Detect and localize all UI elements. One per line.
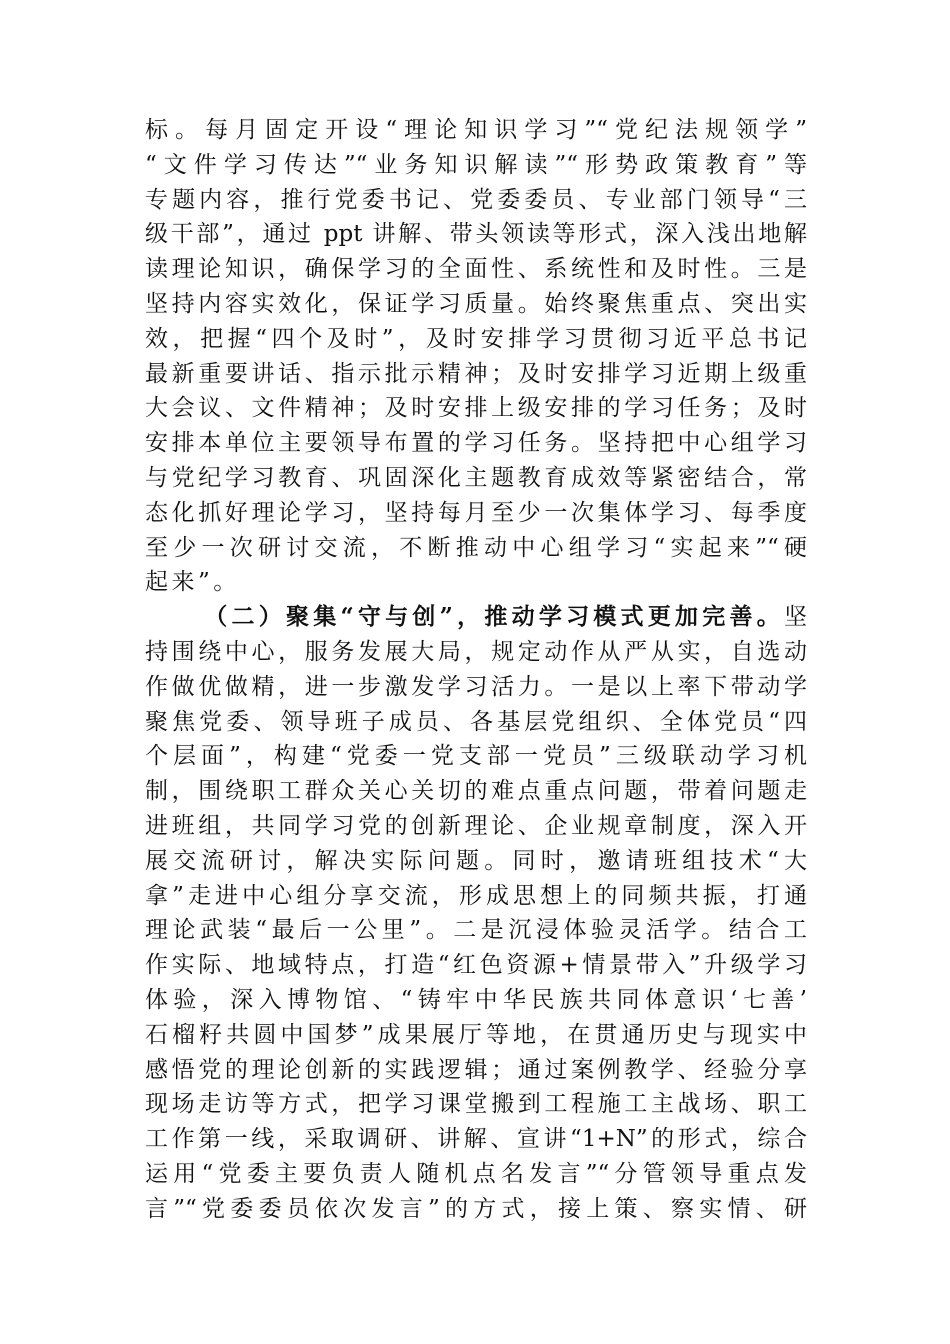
- text-line: 大会议、文件精神；及时安排上级安排的学习任务；及时: [145, 395, 807, 422]
- text-line: 作做优做精，进一步激发学习活力。一是以上率下带动学: [145, 673, 807, 700]
- text-line: 运用“党委主要负责人随机点名发言”“分管领导重点发: [145, 1160, 807, 1187]
- text-line: 聚焦党委、领导班子成员、各基层党组织、全体党员“四: [145, 708, 807, 735]
- text-line: 效，把握“四个及时”，及时安排学习贯彻习近平总书记: [145, 325, 807, 352]
- text-line: 级干部”，通过 ppt 讲解、带头领读等形式，深入浅出地解: [145, 221, 807, 248]
- text-line: 专题内容，推行党委书记、党委委员、专业部门领导“三: [145, 186, 807, 213]
- text-line: 石榴籽共圆中国梦”成果展厅等地，在贯通历史与现实中: [145, 1021, 807, 1048]
- text-line: 制，围绕职工群众关心关切的难点重点问题，带着问题走: [145, 778, 807, 805]
- text-line: 与党纪学习教育、巩固深化主题教育成效等紧密结合，常: [145, 464, 807, 491]
- text-line: 安排本单位主要领导布置的学习任务。坚持把中心组学习: [145, 430, 807, 457]
- paragraph-end-line: 起来”。: [145, 569, 240, 596]
- text-line: 坚持内容实效化，保证学习质量。始终聚焦重点、突出实: [145, 290, 807, 317]
- text-line: “文件学习传达”“业务知识解读”“形势政策教育”等: [145, 151, 807, 178]
- text-line: 至少一次研讨交流，不断推动中心组学习“实起来”“硬: [145, 534, 807, 561]
- text-line: 言”“党委委员依次发言”的方式，接上策、察实情、研: [145, 1195, 807, 1222]
- text-line: 态化抓好理论学习，坚持每月至少一次集体学习、每季度: [145, 499, 807, 526]
- text-line: 现场走访等方式，把学习课堂搬到工程施工主战场、职工: [145, 1091, 807, 1118]
- text-line: 展交流研讨，解决实际问题。同时，邀请班组技术“大: [145, 847, 807, 874]
- text-line: 最新重要讲话、指示批示精神；及时安排学习近期上级重: [145, 360, 807, 387]
- text-line: 标。每月固定开设“理论知识学习”“党纪法规领学”: [145, 117, 807, 143]
- text-line: 感悟党的理论创新的实践逻辑；通过案例教学、经验分享: [145, 1056, 807, 1083]
- text-line: 拿”走进中心组分享交流，形成思想上的同频共振，打通: [145, 882, 807, 909]
- text-line: 理论武装“最后一公里”。二是沉浸体验灵活学。结合工: [145, 917, 807, 944]
- document-page: [145, 113, 807, 1227]
- text-line: 进班组，共同学习党的创新理论、企业规章制度，深入开: [145, 812, 807, 839]
- text-line: 体验，深入博物馆、“铸牢中华民族共同体意识‘七善’: [145, 986, 807, 1013]
- text-line: 持围绕中心，服务发展大局，规定动作从严从实，自选动: [145, 638, 807, 665]
- text-line: 作实际、地域特点，打造“红色资源+情景带入”升级学习: [145, 952, 807, 979]
- section-heading-line: [145, 600, 807, 635]
- text-line: 工作第一线，采取调研、讲解、宣讲“1+N”的形式，综合: [145, 1126, 807, 1153]
- section-heading: （二）聚集“守与创”，推动学习模式更加完善。: [200, 603, 784, 631]
- text-line: 读理论知识，确保学习的全面性、系统性和及时性。三是: [145, 256, 807, 283]
- heading-continuation: 坚: [784, 604, 807, 631]
- text-line: 个层面”，构建“党委一党支部一党员”三级联动学习机: [145, 743, 807, 770]
